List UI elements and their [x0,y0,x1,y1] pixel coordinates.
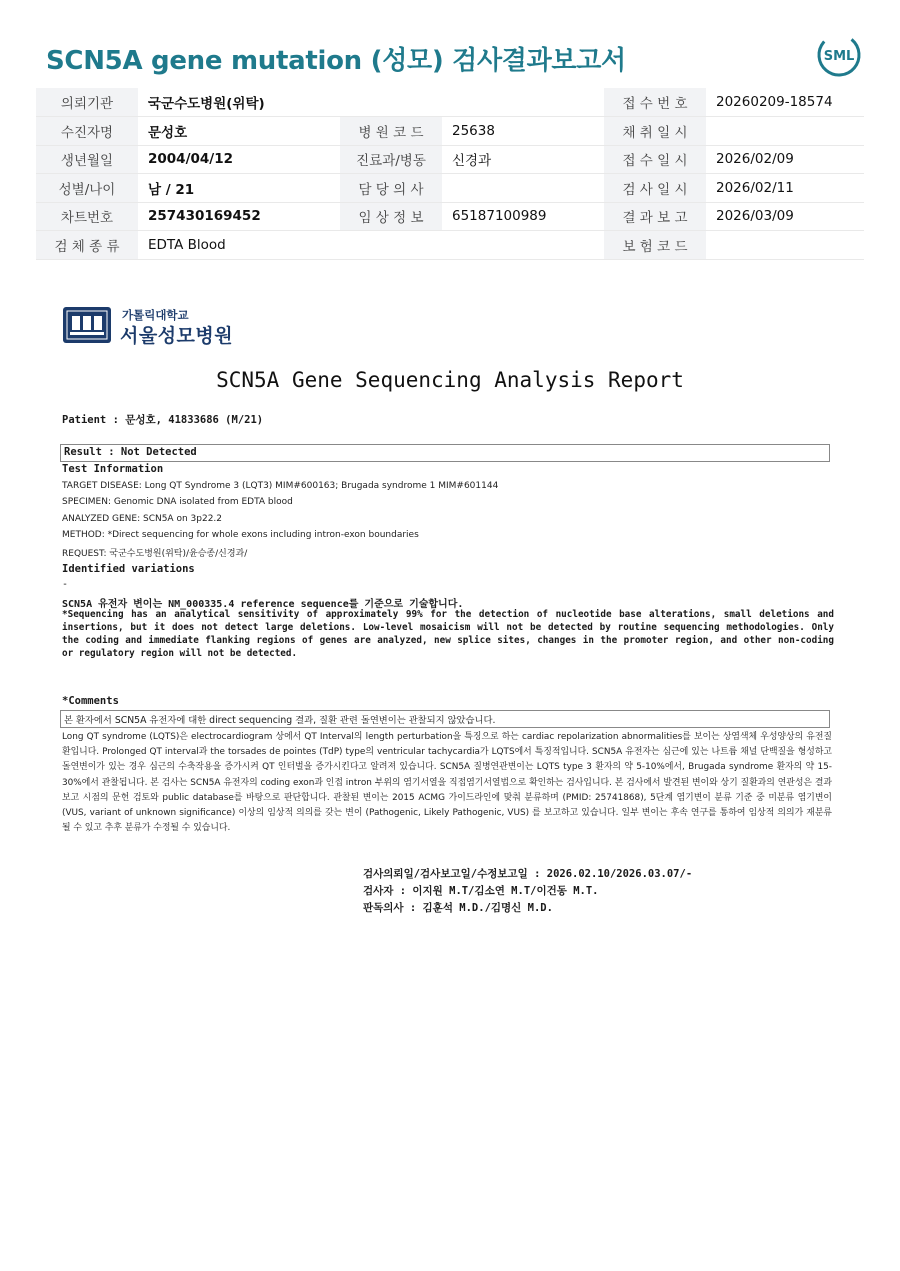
dept-label: 진료과/병동 [340,145,442,174]
specimen-label: 검 체 종 류 [36,231,138,260]
specimen-line: SPECIMEN: Genomic DNA isolated from EDTA blood [62,497,293,507]
chart-no-value: 257430169452 [138,202,340,231]
receipt-date-label: 접 수 일 시 [604,145,706,174]
chart-no-label: 차트번호 [36,202,138,231]
report-date-label: 결 과 보 고 [604,202,706,231]
comments-heading: *Comments [62,695,119,707]
method-line: METHOD: *Direct sequencing for whole exons including intron-exon boundaries [62,530,419,540]
table-row [36,174,864,203]
insurance-code-label: 보 험 코 드 [604,231,706,260]
patient-name-label: 수진자명 [36,117,138,146]
collection-date-value [706,117,864,146]
svg-text:SML: SML [823,49,855,64]
identified-variations-value: - [62,579,69,590]
patient-line: Patient : 문성호, 41833686 (M/21) [62,414,264,426]
table-row [36,88,864,117]
receipt-no-label: 접 수 번 호 [604,88,706,117]
result-box: Result : Not Detected [60,444,830,462]
examiner-line: 검사자 : 이지원 M.T/김소연 M.T/이건동 M.T. [363,885,599,897]
institution-value: 국군수도병원(위탁) [138,88,604,117]
receipt-no-value: 20260209-18574 [706,88,864,117]
report-dates-line: 검사의뢰일/검사보고일/수정보고일 : 2026.02.10/2026.03.07/- [363,868,693,880]
hospital-emblem [62,306,112,344]
hospital-name: 서울성모병원 [120,325,234,347]
clinical-info-value: 65187100989 [442,202,604,231]
hospital-code-label: 병 원 코 드 [340,117,442,146]
sensitivity-note: *Sequencing has an analytical sensitivity of approximately 99% for the detection of nucleotide base alterations, small deletions and insertions, but it does not detect large deletions. Low-level mosaicism will not be detected by routine sequencing methodologies. Only the coding and immediate flanking regions of genes are analyzed, new splice sites, changes in the promoter region, and other non-coding or regulatory region will not be detected. [62,609,834,659]
clinical-info-label: 임 상 정 보 [340,202,442,231]
collection-date-label: 채 취 일 시 [604,117,706,146]
target-disease: TARGET DISEASE: Long QT Syndrome 3 (LQT3) MIM#600163; Brugada syndrome 1 MIM#601144 [62,481,499,491]
test-info-heading: Test Information [62,463,164,475]
doctor-label: 담 당 의 사 [340,174,442,203]
sml-logo [816,32,862,78]
specimen-value: EDTA Blood [138,231,604,260]
analyzed-gene: ANALYZED GENE: SCN5A on 3p22.2 [62,514,223,524]
comment-summary-box: 본 환자에서 SCN5A 유전자에 대한 direct sequencing 결과, 질환 관련 돌연변이는 관찰되지 않았습니다. [60,710,830,728]
table-row [36,145,864,174]
insurance-code-value [706,231,864,260]
patient-name-value: 문성호 [138,117,340,146]
document-title: SCN5A gene mutation (성모) 검사결과보고서 [46,46,626,76]
sex-age-label: 성별/나이 [36,174,138,203]
patient-info-table [36,88,864,260]
birth-value: 2004/04/12 [138,145,340,174]
request-line: REQUEST: 국군수도병원(위탁)/윤승종/신경과/ [62,549,248,559]
table-row [36,117,864,146]
hospital-university: 가톨릭대학교 [122,308,189,322]
reader-line: 판독의사 : 김훈석 M.D./김명신 M.D. [363,902,553,914]
test-date-value: 2026/02/11 [706,174,864,203]
dept-value: 신경과 [442,145,604,174]
report-date-value: 2026/03/09 [706,202,864,231]
sex-age-value: 남 / 21 [138,174,340,203]
reference-sequence-line: SCN5A 유전자 변이는 NM_000335.4 reference sequence를 기준으로 기술합니다. [62,599,464,610]
receipt-date-value: 2026/02/09 [706,145,864,174]
identified-variations-heading: Identified variations [62,563,195,575]
test-date-label: 검 사 일 시 [604,174,706,203]
institution-label: 의뢰기관 [36,88,138,117]
birth-label: 생년월일 [36,145,138,174]
table-row [36,231,864,260]
table-row [36,202,864,231]
comment-body: Long QT syndrome (LQTS)은 electrocardiogram 상에서 QT Interval의 length perturbation을 특징으로 하는 cardiac repolarization abnormalities를 보이는 상염색체 우성양상의 유전질환입니다. Prolonged QT interval과 the torsades de pointes (TdP) type의 ventricular tachycardia가 LQTS에서 특징적입니다. SCN5A 유전자는 심근에 있는 나트륨 채널 단백질을 형성하고 돌연변이가 있는 경우 심근의 수축작용을 증가시켜 QT 인터벌을 증가시킨다고 알려져 있습니다. SCN5A 질병연관변이는 LQTS type 3 환자의 약 5-10%에서, Brugada syndrome 환자의 약 15-30%에서 관찰됩니다. 본 검사는 SCN5A 유전자의 coding exon과 인접 intron 부위의 염기서열을 직접염기서열법으로 확인하는 검사입니다. 본 검사에서 발견된 변이와 상기 질환과의 연관성은 결과 보고 시점의 문헌 검토와 public database를 바탕으로 판단합니다. 관찰된 변이는 2015 ACMG 가이드라인에 맞춰 분류하며 (PMID: 25741868), 5단계 염기변이 분류 기준 중 미분류 염기변이 (VUS, variant of unknown significance) 이상의 임상적 의의를 갖는 변이 (Pathogenic, Likely Pathogenic, VUS) 를 보고하고 있습니다. 일부 변이는 후속 연구를 통하여 임상적 의의가 재분류 될 수 있고 추후 분류가 수정될 수 있습니다. [62,732,832,834]
hospital-code-value: 25638 [442,117,604,146]
report-title: SCN5A Gene Sequencing Analysis Report [216,368,684,392]
doctor-value [442,174,604,203]
